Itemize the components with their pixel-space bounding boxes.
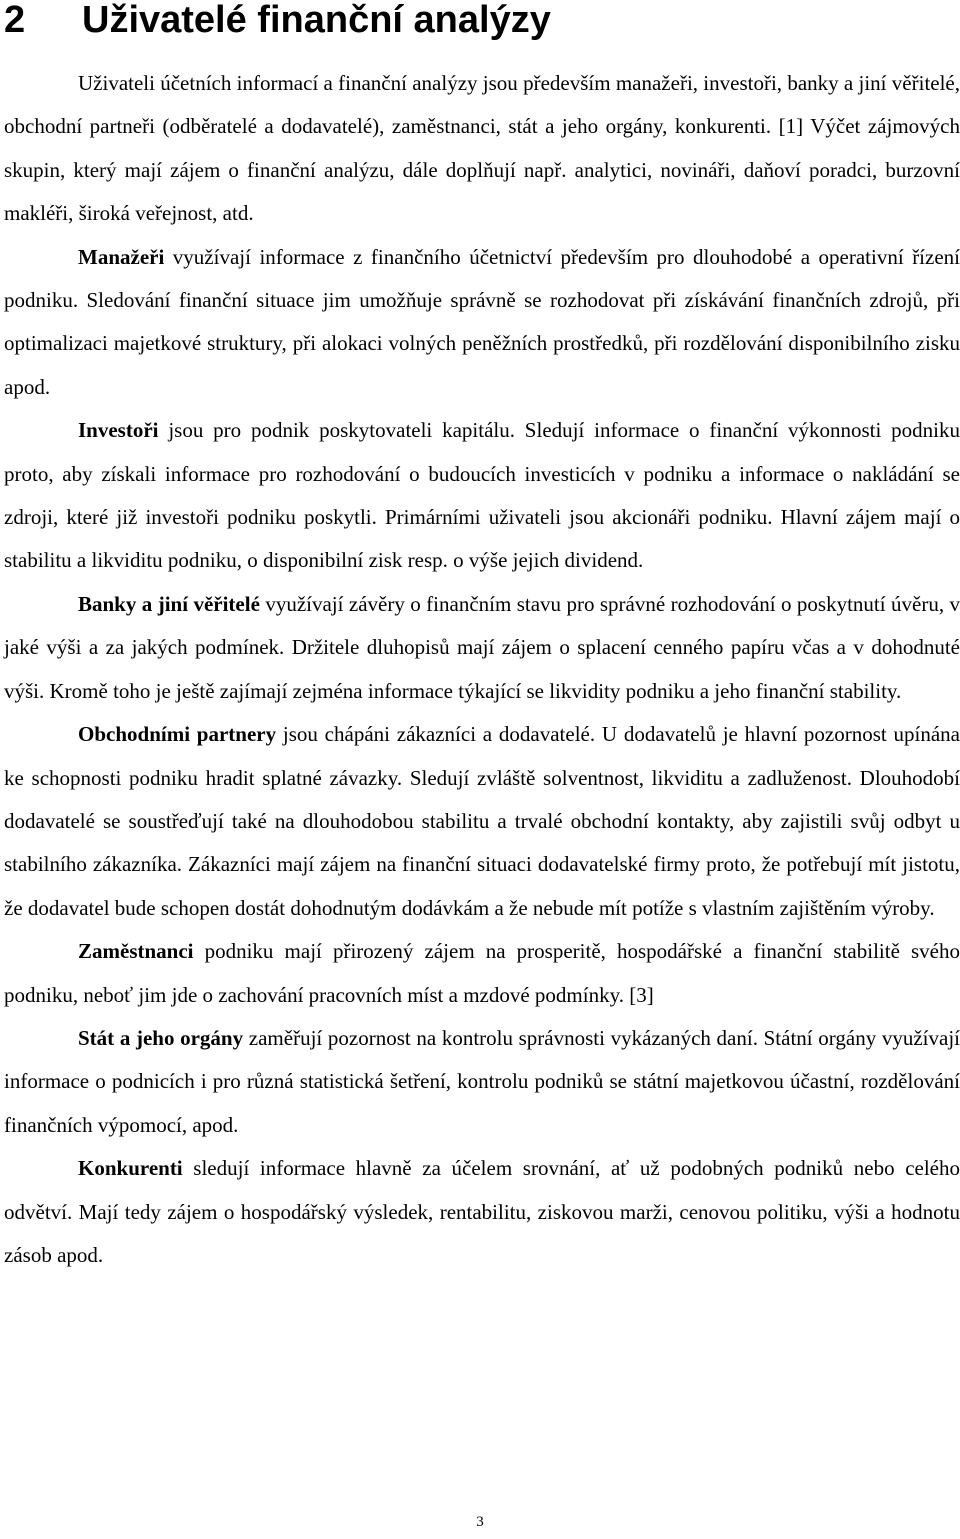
paragraph-competitors: [4, 1147, 960, 1277]
body-text: [4, 62, 960, 1277]
paragraph-investors: [4, 409, 960, 583]
paragraph-term: Obchodními partnery: [78, 722, 277, 747]
paragraph-text: využívají informace z finančního účetnictví především pro dlouhodobé a operativní řízení podniku. Sledování finanční situace jim umožňuje správně se rozhodovat při získávání finančních zdrojů, při optimalizaci majetkové struktury, při alokaci volných peněžních prostředků, při rozdělování disponibilního zisku apod.: [4, 244, 960, 399]
paragraph-employees: [4, 930, 960, 1017]
paragraph-text: využívají závěry o finančním stavu pro správné rozhodování o poskytnutí úvěru, v jaké výši a za jakých podmínek. Držitele dluhopisů mají zájem o splacení cenného papíru včas a v dohodnuté výši. Kromě toho je ještě zajímají zejména informace týkající se likvidity podniku a jeho finanční stability.: [4, 591, 960, 703]
paragraph-term: Banky a jiní věřitelé: [78, 591, 260, 616]
paragraph-term: Zaměstnanci: [78, 939, 194, 964]
chapter-heading: [4, 0, 551, 44]
paragraph-text: zaměřují pozornost na kontrolu správnosti vykázaných daní. Státní orgány využívají informace o podnicích i pro různá statistická šetření, kontrolu podniků se státní majetkovou účastní, rozdělování finančních výpomocí, apod.: [4, 1025, 960, 1137]
paragraph-business-partners: [4, 713, 960, 930]
paragraph-term: Konkurenti: [78, 1156, 183, 1181]
paragraph-term: Manažeři: [78, 244, 165, 269]
paragraph-text: jsou pro podnik poskytovateli kapitálu. Sledují informace o finanční výkonnosti podniku proto, aby získali informace pro rozhodování o budoucích investicích v podniku a informace o nakládání se zdroji, které již investoři podniku poskytli. Primárními uživateli jsou akcionáři podniku. Hlavní zájem mají o stabilitu a likviditu podniku, o disponibilní zisk resp. o výše jejich dividend.: [4, 418, 960, 573]
paragraph-text: sledují informace hlavně za účelem srovnání, ať už podobných podniků nebo celého odvětví. Mají tedy zájem o hospodářský výsledek, rentabilitu, ziskovou marži, cenovou politiku, výši a hodnotu zásob apod.: [4, 1156, 960, 1267]
paragraph-text: Uživateli účetních informací a finanční analýzy jsou především manažeři, investoři, banky a jiní věřitelé, obchodní partneři (odběratelé a dodavatelé), zaměstnanci, stát a jeho orgány, konkurenti. [1] Výčet zájmových skupin, který mají zájem o finanční analýzu, dále doplňují např. analytici, novináři, daňoví poradci, burzovní makléři, široká veřejnost, atd.: [4, 71, 960, 226]
paragraph-term: Investoři: [78, 418, 159, 443]
chapter-title: Uživatelé finanční analýzy: [82, 0, 551, 41]
paragraph-banks: [4, 583, 960, 713]
paragraph-text: jsou chápáni zákazníci a dodavatelé. U dodavatelů je hlavní pozornost upínána ke schopnosti podniku hradit splatné závazky. Sledují zvláště solventnost, likviditu a zadluženost. Dlouhodobí dodavatelé se soustřeďují také na dlouhodobou stabilitu a trvalé obchodní kontakty, aby zajistili svůj odbyt u stabilního zákazníka. Zákazníci mají zájem na finanční situaci dodavatelské firmy proto, že potřebují mít jistotu, že dodavatel bude schopen dostát dohodnutým dodávkám a že nebude mít potíže s vlastním zajištěním výroby.: [4, 722, 960, 920]
chapter-number: 2: [4, 0, 26, 41]
paragraph-text: podniku mají přirozený zájem na prosperitě, hospodářské a finanční stabilitě svého podniku, neboť jim jde o zachování pracovních míst a mzdové podmínky. [3]: [4, 939, 960, 1007]
paragraph-intro: [4, 62, 960, 236]
page-number: 3: [476, 1514, 484, 1530]
paragraph-managers: [4, 236, 960, 410]
paragraph-term: Stát a jeho orgány: [78, 1025, 244, 1050]
paragraph-state: [4, 1017, 960, 1147]
